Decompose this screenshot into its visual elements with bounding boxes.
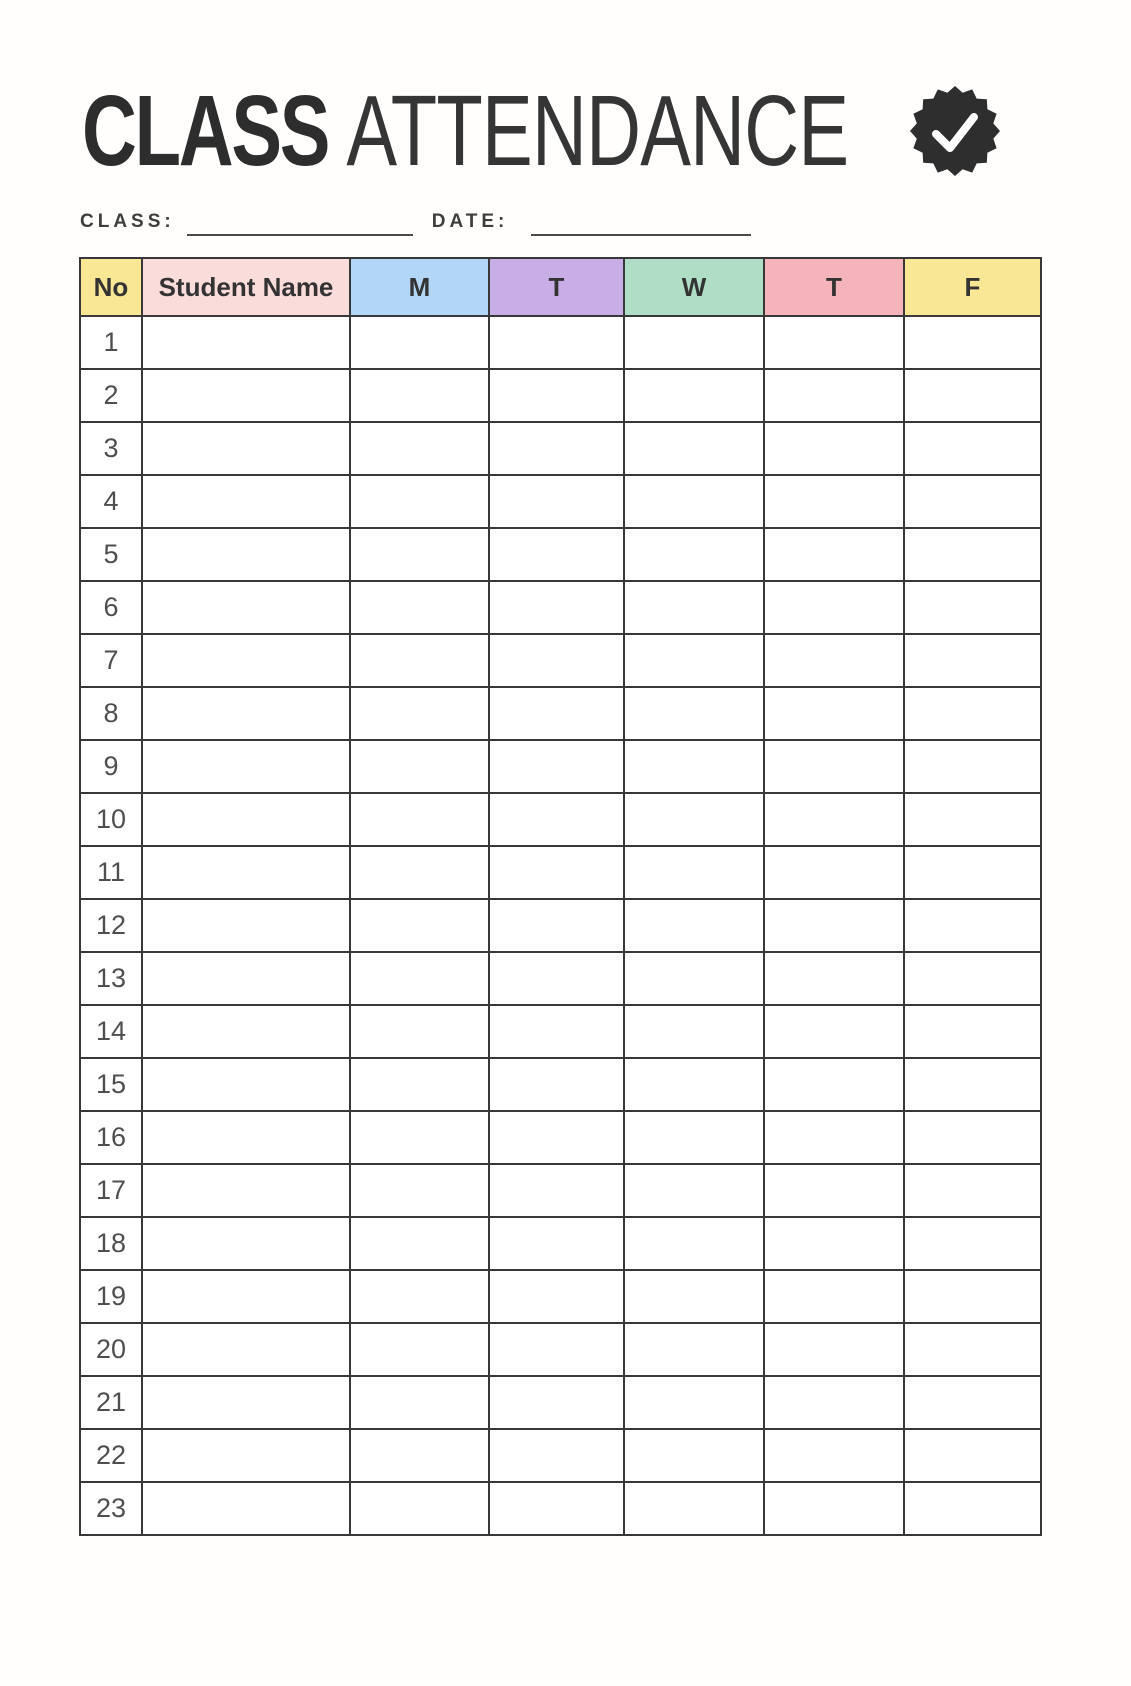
monday-cell[interactable] [350, 1058, 489, 1111]
thursday-cell[interactable] [764, 1482, 904, 1535]
thursday-cell[interactable] [764, 687, 904, 740]
friday-cell[interactable] [904, 422, 1041, 475]
table-row [80, 528, 1041, 581]
friday-cell[interactable] [904, 581, 1041, 634]
attendance-sheet [0, 75, 1131, 1536]
monday-cell[interactable] [350, 1005, 489, 1058]
monday-cell[interactable] [350, 899, 489, 952]
student-name-cell[interactable] [142, 1217, 350, 1270]
table-row [80, 952, 1041, 1005]
student-name-cell[interactable] [142, 1111, 350, 1164]
column-header-student-name: Student Name [142, 258, 350, 316]
wednesday-cell[interactable] [624, 1482, 764, 1535]
column-header-thursday: T [764, 258, 904, 316]
student-name-cell[interactable] [142, 899, 350, 952]
attendance-table [79, 257, 1042, 1536]
monday-cell[interactable] [350, 422, 489, 475]
thursday-cell[interactable] [764, 1164, 904, 1217]
wednesday-cell[interactable] [624, 952, 764, 1005]
class-label: CLASS: [80, 211, 175, 232]
row-number: 15 [80, 1058, 142, 1111]
thursday-cell[interactable] [764, 1005, 904, 1058]
friday-cell[interactable] [904, 1323, 1041, 1376]
thursday-cell[interactable] [764, 1376, 904, 1429]
wednesday-cell[interactable] [624, 581, 764, 634]
student-name-cell[interactable] [142, 1005, 350, 1058]
thursday-cell[interactable] [764, 740, 904, 793]
column-header-friday: F [904, 258, 1041, 316]
student-name-cell[interactable] [142, 687, 350, 740]
student-name-cell[interactable] [142, 1058, 350, 1111]
row-number: 14 [80, 1005, 142, 1058]
table-row [80, 687, 1041, 740]
row-number: 11 [80, 846, 142, 899]
row-number: 10 [80, 793, 142, 846]
page-title [82, 75, 849, 187]
title-class: CLASS [82, 75, 329, 187]
wednesday-cell[interactable] [624, 899, 764, 952]
row-number: 2 [80, 369, 142, 422]
row-number: 5 [80, 528, 142, 581]
student-name-cell[interactable] [142, 316, 350, 369]
row-number: 1 [80, 316, 142, 369]
thursday-cell[interactable] [764, 581, 904, 634]
tuesday-cell[interactable] [489, 1429, 624, 1482]
table-row [80, 846, 1041, 899]
table-row [80, 316, 1041, 369]
table-row [80, 1005, 1041, 1058]
row-number: 23 [80, 1482, 142, 1535]
friday-cell[interactable] [904, 1217, 1041, 1270]
wednesday-cell[interactable] [624, 1323, 764, 1376]
monday-cell[interactable] [350, 952, 489, 1005]
friday-cell[interactable] [904, 1058, 1041, 1111]
student-name-cell[interactable] [142, 846, 350, 899]
tuesday-cell[interactable] [489, 528, 624, 581]
wednesday-cell[interactable] [624, 475, 764, 528]
wednesday-cell[interactable] [624, 1111, 764, 1164]
monday-cell[interactable] [350, 1164, 489, 1217]
thursday-cell[interactable] [764, 952, 904, 1005]
friday-cell[interactable] [904, 846, 1041, 899]
tuesday-cell[interactable] [489, 740, 624, 793]
header-row [80, 258, 1041, 316]
table-row [80, 1217, 1041, 1270]
row-number: 18 [80, 1217, 142, 1270]
tuesday-cell[interactable] [489, 475, 624, 528]
date-label: DATE: [431, 211, 509, 232]
row-number: 3 [80, 422, 142, 475]
tuesday-cell[interactable] [489, 581, 624, 634]
wednesday-cell[interactable] [624, 1270, 764, 1323]
thursday-cell[interactable] [764, 846, 904, 899]
thursday-cell[interactable] [764, 1323, 904, 1376]
wednesday-cell[interactable] [624, 1005, 764, 1058]
row-number: 8 [80, 687, 142, 740]
column-header-monday: M [350, 258, 489, 316]
monday-cell[interactable] [350, 316, 489, 369]
student-name-cell[interactable] [142, 1323, 350, 1376]
table-row [80, 581, 1041, 634]
thursday-cell[interactable] [764, 475, 904, 528]
row-number: 21 [80, 1376, 142, 1429]
friday-cell[interactable] [904, 899, 1041, 952]
attendance-table-body [80, 316, 1041, 1535]
monday-cell[interactable] [350, 1323, 489, 1376]
form-fields [80, 202, 1131, 236]
tuesday-cell[interactable] [489, 1058, 624, 1111]
wednesday-cell[interactable] [624, 1164, 764, 1217]
monday-cell[interactable] [350, 1217, 489, 1270]
thursday-cell[interactable] [764, 793, 904, 846]
thursday-cell[interactable] [764, 634, 904, 687]
student-name-cell[interactable] [142, 1376, 350, 1429]
wednesday-cell[interactable] [624, 1429, 764, 1482]
tuesday-cell[interactable] [489, 952, 624, 1005]
friday-cell[interactable] [904, 475, 1041, 528]
wednesday-cell[interactable] [624, 793, 764, 846]
wednesday-cell[interactable] [624, 316, 764, 369]
table-row [80, 1270, 1041, 1323]
thursday-cell[interactable] [764, 899, 904, 952]
friday-cell[interactable] [904, 793, 1041, 846]
friday-cell[interactable] [904, 687, 1041, 740]
row-number: 6 [80, 581, 142, 634]
monday-cell[interactable] [350, 1376, 489, 1429]
table-row [80, 634, 1041, 687]
friday-cell[interactable] [904, 1111, 1041, 1164]
student-name-cell[interactable] [142, 1429, 350, 1482]
row-number: 22 [80, 1429, 142, 1482]
thursday-cell[interactable] [764, 1217, 904, 1270]
friday-cell[interactable] [904, 1482, 1041, 1535]
tuesday-cell[interactable] [489, 687, 624, 740]
title-attendance: ATTENDANCE [346, 75, 849, 187]
row-number: 20 [80, 1323, 142, 1376]
thursday-cell[interactable] [764, 528, 904, 581]
thursday-cell[interactable] [764, 1111, 904, 1164]
wednesday-cell[interactable] [624, 422, 764, 475]
wednesday-cell[interactable] [624, 634, 764, 687]
table-row [80, 740, 1041, 793]
tuesday-cell[interactable] [489, 1270, 624, 1323]
tuesday-cell[interactable] [489, 1005, 624, 1058]
wednesday-cell[interactable] [624, 1058, 764, 1111]
column-header-no: No [80, 258, 142, 316]
monday-cell[interactable] [350, 1482, 489, 1535]
friday-cell[interactable] [904, 316, 1041, 369]
student-name-cell[interactable] [142, 422, 350, 475]
table-row [80, 1111, 1041, 1164]
friday-cell[interactable] [904, 740, 1041, 793]
friday-cell[interactable] [904, 369, 1041, 422]
table-row [80, 899, 1041, 952]
student-name-cell[interactable] [142, 634, 350, 687]
tuesday-cell[interactable] [489, 634, 624, 687]
check-seal-icon [910, 86, 1000, 176]
page-header [82, 75, 1131, 187]
table-row [80, 369, 1041, 422]
wednesday-cell[interactable] [624, 1376, 764, 1429]
monday-cell[interactable] [350, 846, 489, 899]
row-number: 19 [80, 1270, 142, 1323]
friday-cell[interactable] [904, 1376, 1041, 1429]
tuesday-cell[interactable] [489, 1323, 624, 1376]
friday-cell[interactable] [904, 528, 1041, 581]
tuesday-cell[interactable] [489, 846, 624, 899]
monday-cell[interactable] [350, 1429, 489, 1482]
wednesday-cell[interactable] [624, 369, 764, 422]
tuesday-cell[interactable] [489, 1217, 624, 1270]
friday-cell[interactable] [904, 634, 1041, 687]
table-row [80, 793, 1041, 846]
seal-shape [910, 86, 1000, 176]
thursday-cell[interactable] [764, 1270, 904, 1323]
friday-cell[interactable] [904, 1005, 1041, 1058]
student-name-cell[interactable] [142, 369, 350, 422]
thursday-cell[interactable] [764, 1429, 904, 1482]
tuesday-cell[interactable] [489, 1111, 624, 1164]
table-row [80, 1376, 1041, 1429]
table-row [80, 1058, 1041, 1111]
monday-cell[interactable] [350, 475, 489, 528]
table-row [80, 1429, 1041, 1482]
row-number: 13 [80, 952, 142, 1005]
monday-cell[interactable] [350, 528, 489, 581]
student-name-cell[interactable] [142, 475, 350, 528]
monday-cell[interactable] [350, 1111, 489, 1164]
tuesday-cell[interactable] [489, 793, 624, 846]
friday-cell[interactable] [904, 1164, 1041, 1217]
friday-cell[interactable] [904, 1270, 1041, 1323]
thursday-cell[interactable] [764, 369, 904, 422]
row-number: 12 [80, 899, 142, 952]
monday-cell[interactable] [350, 634, 489, 687]
tuesday-cell[interactable] [489, 1482, 624, 1535]
student-name-cell[interactable] [142, 740, 350, 793]
tuesday-cell[interactable] [489, 369, 624, 422]
row-number: 17 [80, 1164, 142, 1217]
table-row [80, 1482, 1041, 1535]
wednesday-cell[interactable] [624, 740, 764, 793]
table-row [80, 475, 1041, 528]
student-name-cell[interactable] [142, 1164, 350, 1217]
wednesday-cell[interactable] [624, 528, 764, 581]
column-header-tuesday: T [489, 258, 624, 316]
tuesday-cell[interactable] [489, 316, 624, 369]
wednesday-cell[interactable] [624, 687, 764, 740]
student-name-cell[interactable] [142, 1482, 350, 1535]
wednesday-cell[interactable] [624, 846, 764, 899]
thursday-cell[interactable] [764, 1058, 904, 1111]
date-input-line[interactable] [531, 212, 751, 236]
row-number: 4 [80, 475, 142, 528]
table-row [80, 422, 1041, 475]
column-header-wednesday: W [624, 258, 764, 316]
class-input-line[interactable] [187, 212, 413, 236]
student-name-cell[interactable] [142, 1270, 350, 1323]
student-name-cell[interactable] [142, 581, 350, 634]
monday-cell[interactable] [350, 740, 489, 793]
tuesday-cell[interactable] [489, 422, 624, 475]
tuesday-cell[interactable] [489, 899, 624, 952]
monday-cell[interactable] [350, 369, 489, 422]
monday-cell[interactable] [350, 1270, 489, 1323]
table-row [80, 1164, 1041, 1217]
table-row [80, 1323, 1041, 1376]
friday-cell[interactable] [904, 952, 1041, 1005]
wednesday-cell[interactable] [624, 1217, 764, 1270]
row-number: 9 [80, 740, 142, 793]
tuesday-cell[interactable] [489, 1164, 624, 1217]
monday-cell[interactable] [350, 687, 489, 740]
friday-cell[interactable] [904, 1429, 1041, 1482]
student-name-cell[interactable] [142, 528, 350, 581]
monday-cell[interactable] [350, 793, 489, 846]
thursday-cell[interactable] [764, 422, 904, 475]
student-name-cell[interactable] [142, 793, 350, 846]
thursday-cell[interactable] [764, 316, 904, 369]
row-number: 7 [80, 634, 142, 687]
student-name-cell[interactable] [142, 952, 350, 1005]
row-number: 16 [80, 1111, 142, 1164]
tuesday-cell[interactable] [489, 1376, 624, 1429]
monday-cell[interactable] [350, 581, 489, 634]
